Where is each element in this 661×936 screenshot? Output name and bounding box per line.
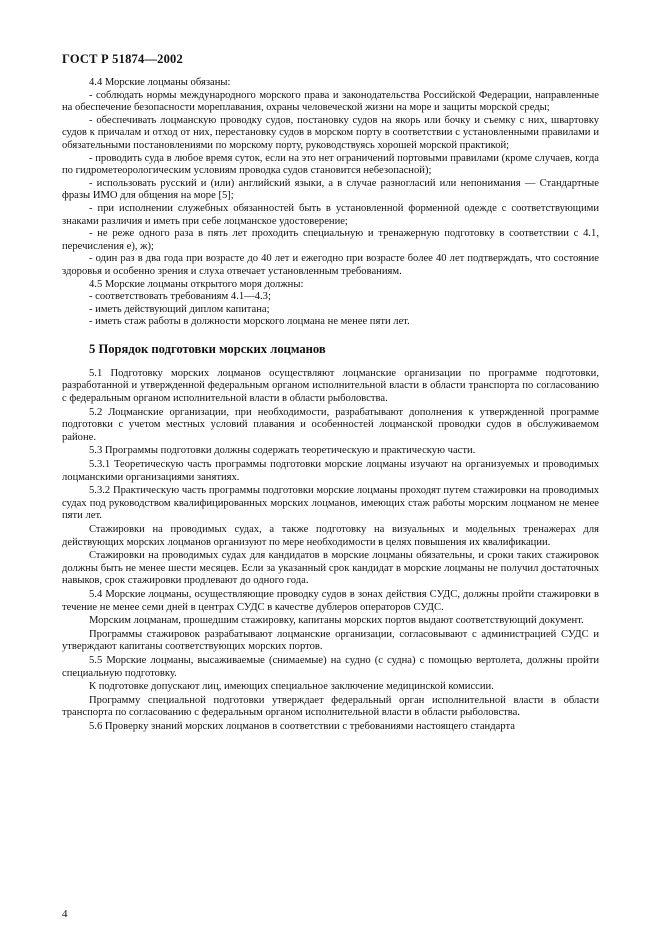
paragraph: Стажировки на проводимых судах, а также подготовку на визуальных и модельных тренажерах для действующих морских лоцманов организуют по мере необходимости в целях повышения их квалификации. <box>62 524 599 548</box>
list-item: - при исполнении служебных обязанностей быть в установленной форменной одежде с соответствующими знаками различия и иметь при себе лоцманское удостоверение; <box>62 202 599 227</box>
section-5-title: 5 Порядок подготовки морских лоцманов <box>89 341 326 356</box>
paragraph: Морским лоцманам, прошедшим стажировку, капитаны морских портов выдают соответствующий документ. <box>89 615 584 627</box>
list-item: - соответствовать требованиям 4.1—4.3; <box>89 291 271 303</box>
document-header: ГОСТ Р 51874—2002 <box>62 52 183 66</box>
paragraph-5-6: 5.6 Проверку знаний морских лоцманов в соответствии с требованиями настоящего стандарта <box>89 720 515 732</box>
paragraph-5-3-1: 5.3.1 Теоретическую часть программы подготовки морские лоцманы изучают на организуемых и проводимых лоцманскими организациями занятиях. <box>62 459 599 483</box>
paragraph: Стажировки на проводимых судах для кандидатов в морские лоцманы обязательны, и сроки таких стажировок должны быть не менее шести месяцев. Если за указанный срок кандидат в морские лоцманы не получил достаточных навыков, срок стажировки продлевают до одного года. <box>62 550 599 587</box>
paragraph-5-5: 5.5 Морские лоцманы, высаживаемые (снимаемые) на судно (с судна) с помощью вертолета, должны пройти специальную подготовку. <box>62 654 599 679</box>
paragraph: Программы стажировок разрабатывают лоцманские организации, согласовывают с администрацией СУДС и утверждают капитаны соответствующих морских портов. <box>62 628 599 653</box>
paragraph-5-4: 5.4 Морские лоцманы, осуществляющие проводку судов в зонах действия СУДС, должны пройти стажировки в течение не менее семи дней в центрах СУДС в качестве дублеров операторов СУДС. <box>62 588 599 613</box>
paragraph-5-3-2: 5.3.2 Практическую часть программы подготовки морские лоцманы проходят путем стажировки на проводимых судах под руководством квалифицированных морских лоцманов, имеющих стаж работы морским лоцманом не менее пяти лет. <box>62 485 599 522</box>
list-item: - проводить суда в любое время суток, если на это нет ограничений портовыми правилами (кроме случаев, когда по гидрометеорологическим условиям проводка судов становится небезопасной); <box>62 152 599 177</box>
paragraph-5-1: 5.1 Подготовку морских лоцманов осуществляют лоцманские организации по программе подготовки, разработанной и утвержденной федеральным органом исполнительной власти в области транспорта по согласованию с федеральным органом исполнительной власти в области рыболовства. <box>62 367 599 405</box>
list-item: - использовать русский и (или) английский языки, а в случае разногласий или непонимания — Стандартные фразы ИМО для общения на море [5]; <box>62 177 599 202</box>
list-item: - один раз в два года при возрасте до 40 лет и ежегодно при возрасте более 40 лет подтверждать, что состояние здоровья и особенно зрения и слуха отвечает установленным требованиям. <box>62 253 599 277</box>
paragraph-5-3: 5.3 Программы подготовки должны содержать теоретическую и практическую части. <box>89 445 476 457</box>
list-item: - обеспечивать лоцманскую проводку судов, постановку судов на якорь или бочку и съемку с них, швартовку судов к причалам и отход от них, перестановку судов в морском порту в соответствии с установленными правилами и обязательными постановлениями по морскому порту, руководствуясь хорошей морской практикой; <box>62 114 599 151</box>
document-body <box>62 77 599 734</box>
paragraph-5-2: 5.2 Лоцманские организации, при необходимости, разрабатывают дополнения к утвержденной программе подготовки с учетом местных условий плавания и особенностей лоцманской проводки судов в обслуживаемом районе. <box>62 406 599 443</box>
list-item: - соблюдать нормы международного морского права и законодательства Российской Федерации, направленные на обеспечение безопасности мореплавания, охраны человеческой жизни на море и защиты морской среды; <box>62 89 599 114</box>
paragraph: К подготовке допускают лиц, имеющих специальное заключение медицинской комиссии. <box>89 681 494 693</box>
list-item: - иметь стаж работы в должности морского лоцмана не менее пяти лет. <box>89 316 410 328</box>
list-item: - иметь действующий диплом капитана; <box>89 303 270 315</box>
paragraph: Программу специальной подготовки утверждает федеральный орган исполнительной власти в области транспорта по согласованию с федеральным органом исполнительной власти в области рыболовства. <box>62 694 599 719</box>
list-item: - не реже одного раза в пять лет проходить специальную и тренажерную подготовку в соответствии с 4.1, перечисления е), ж); <box>62 228 599 252</box>
paragraph-4-4: 4.4 Морские лоцманы обязаны: <box>89 77 231 88</box>
page-number: 4 <box>62 908 68 920</box>
paragraph-4-5: 4.5 Морские лоцманы открытого моря должны: <box>89 278 304 290</box>
